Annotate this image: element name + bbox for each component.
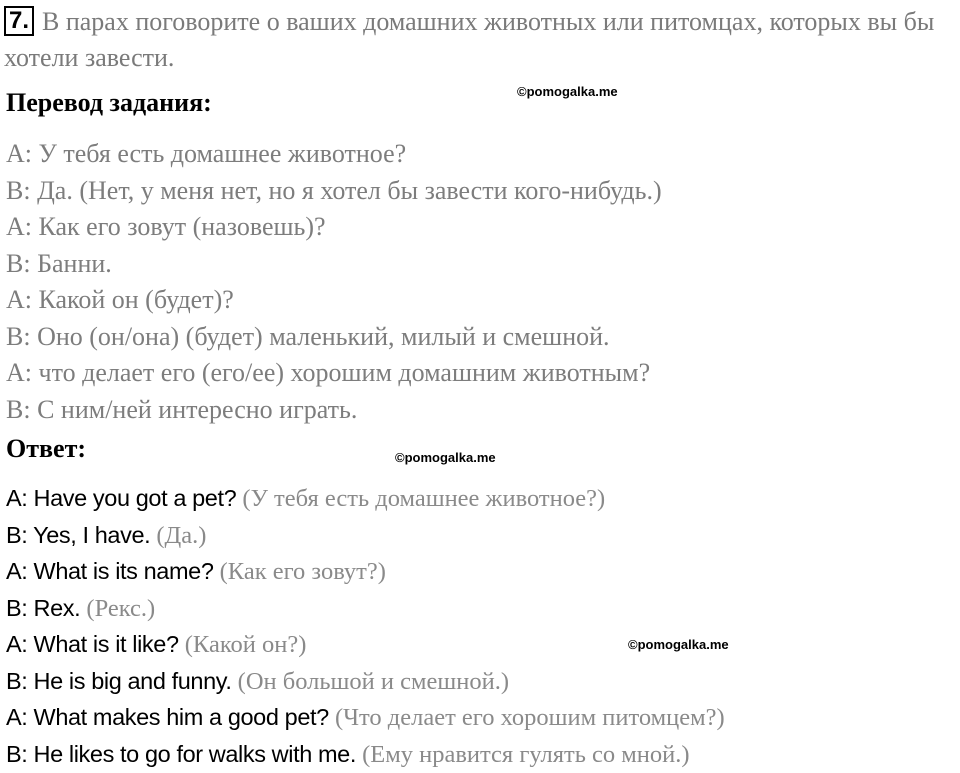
answer-russian: (Он большой и смешной.) [237,667,509,695]
answer-heading: Ответ: [6,434,87,463]
answer-english: A: What makes him a good pet? [6,704,329,730]
answer-line [6,590,725,627]
translation-heading: Перевод задания: [6,88,212,117]
answer-line [6,699,725,736]
answer-english: A: What is it like? [6,631,179,657]
translation-line: A: Как его зовут (назовешь)? [6,212,326,241]
answer-english: B: Yes, I have. [6,521,151,548]
task-text: В парах поговорите о ваших домашних животных или питомцах, которых вы бы хотели завести. [4,7,935,72]
translation-line: A: Какой он (будет)? [6,285,234,314]
watermark: ©pomogalka.me [395,450,496,465]
answer-russian: (Да.) [156,521,207,549]
watermark: ©pomogalka.me [517,84,618,99]
answer-english: B: Rex. [6,594,81,621]
answer-english: A: Have you got a pet? [6,485,237,511]
translation-line: A: У тебя есть домашнее животное? [6,139,407,168]
translation-line: A: что делает его (его/ее) хорошим домашним животным? [6,358,651,387]
translation-line: B: С ним/ней интересно играть. [6,394,358,424]
answer-line [6,517,725,554]
answer-english: A: What is its name? [6,558,214,584]
answer-english: B: He likes to go for walks with me. [6,740,356,767]
answer-line [6,663,725,700]
answer-russian: (Какой он?) [184,631,307,658]
answer-line [6,736,725,773]
task-statement [4,4,954,76]
answer-line [6,553,725,590]
task-number: 7. [4,6,34,36]
answer-line [6,480,725,517]
translation-line: B: Оно (он/она) (будет) маленький, милый и смешной. [6,321,610,351]
answer-russian: (Как его зовут?) [219,558,386,585]
translation-line: B: Банни. [6,248,112,278]
answer-lines [6,480,725,772]
answer-russian: (Ему нравится гулять со мной.) [362,740,690,768]
answer-russian: (У тебя есть домашнее животное?) [242,485,606,512]
answer-line [6,626,725,663]
answer-english: B: He is big and funny. [6,667,232,694]
translation-lines [6,136,662,428]
translation-line: B: Да. (Нет, у меня нет, но я хотел бы завести кого-нибудь.) [6,175,662,205]
answer-russian: (Рекс.) [86,594,156,622]
watermark: ©pomogalka.me [628,637,729,652]
answer-russian: (Что делает его хорошим питомцем?) [334,704,725,731]
